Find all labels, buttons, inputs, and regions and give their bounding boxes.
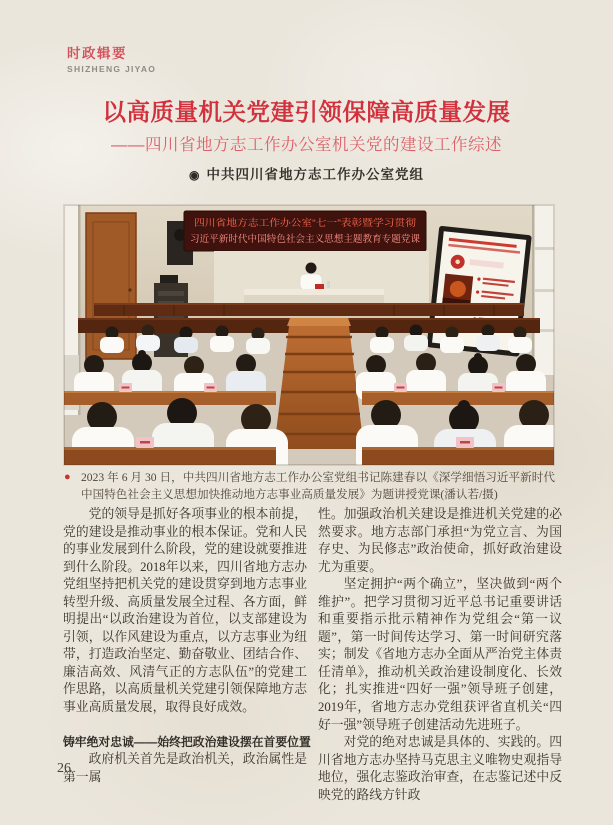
body-column-left	[63, 506, 311, 804]
section-title-en: SHIZHENG JIYAO	[67, 64, 157, 74]
article-body	[63, 506, 562, 804]
author-bullet-icon: ◉	[189, 168, 201, 182]
article-title: 以高质量机关党建引领保障高质量发展	[102, 99, 511, 125]
paragraph: 对党的绝对忠诚是具体的、实践的。四川省地方志办坚持马克思主义唯物史观指导地位，强化志鉴政治审查，在志鉴记述中反映党的路线方针政	[318, 735, 562, 802]
led-banner	[184, 211, 426, 251]
section-title-cn: 时政辑要	[67, 46, 127, 61]
body-column-right	[318, 506, 562, 804]
caption-bullet-icon: ●	[64, 471, 71, 483]
paragraph: 坚定拥护“两个确立”，坚决做到“两个维护”。把学习贯彻习近平总书记重要讲话和重要指示批示精神作为党组会“第一议题”，第一时间传达学习、第一时间研究落实；制发《省地方志办全面从严治党主体责任清单》，推动机关政治建设制度化、长效化；扎实推进“四好一强”领导班子创建，2019年，省地方志办党组获评省直机关“四好一强”领导班子创建活动先进班子。	[318, 577, 562, 732]
paragraph: 党的领导是抓好各项事业的根本前提，党的建设是推动事业的根本保证。党和人民的事业发展到什么阶段，党的建设就要推进到什么阶段。2018年以来，四川省地方志办党组坚持把机关党的建设贯穿到地方志事业转型升级、高质量发展全过程、各方面，鲜明提出“以政治建设为首位，以支部建设为引领，以作风建设为重点，以方志事业为纽带，打造政治坚定、勤奋敬业、团结合作、廉洁高效、风清气正的方志队伍”的党建工作思路，以高质量机关党建引领保障地方志事业高质量发展，取得良好成效。	[63, 507, 307, 715]
masthead	[67, 42, 156, 74]
speaker-figure	[214, 251, 429, 305]
led-banner-line1: 四川省地方志工作办公室“七一”表彰暨学习贯彻	[194, 218, 391, 229]
author-name: 中共四川省地方志工作办公室党组	[206, 167, 424, 182]
photo-caption	[64, 469, 555, 503]
page-number: 26	[57, 761, 71, 776]
aisle-desks	[274, 318, 364, 449]
caption-text: 2023 年 6 月 30 日，中共四川省地方志工作办公室党组书记陈建春以《深学细悟习近平新时代中国特色社会主义思想加快推动地方志事业高质量发展》为题讲授党课(潘认若/摄)	[81, 471, 555, 501]
paragraph: 性。加强政治机关建设是推进机关党建的必然要求。地方志部门承担“为党立言、为国存史、为民修志”政治使命，抓好政治建设尤为重要。	[318, 507, 562, 574]
section-heading: 铸牢绝对忠诚——始终把政治建设摆在首要位置	[63, 734, 311, 749]
meeting-photo	[64, 205, 554, 465]
paragraph: 政府机关首先是政治机关，政治属性是第一属	[63, 752, 307, 784]
author-line	[0, 163, 613, 183]
led-banner-line2: 习近平新时代中国特色社会主义思想主题教育专题党课	[190, 234, 419, 245]
article-subtitle: ——四川省地方志工作办公室机关党的建设工作综述	[111, 136, 502, 154]
